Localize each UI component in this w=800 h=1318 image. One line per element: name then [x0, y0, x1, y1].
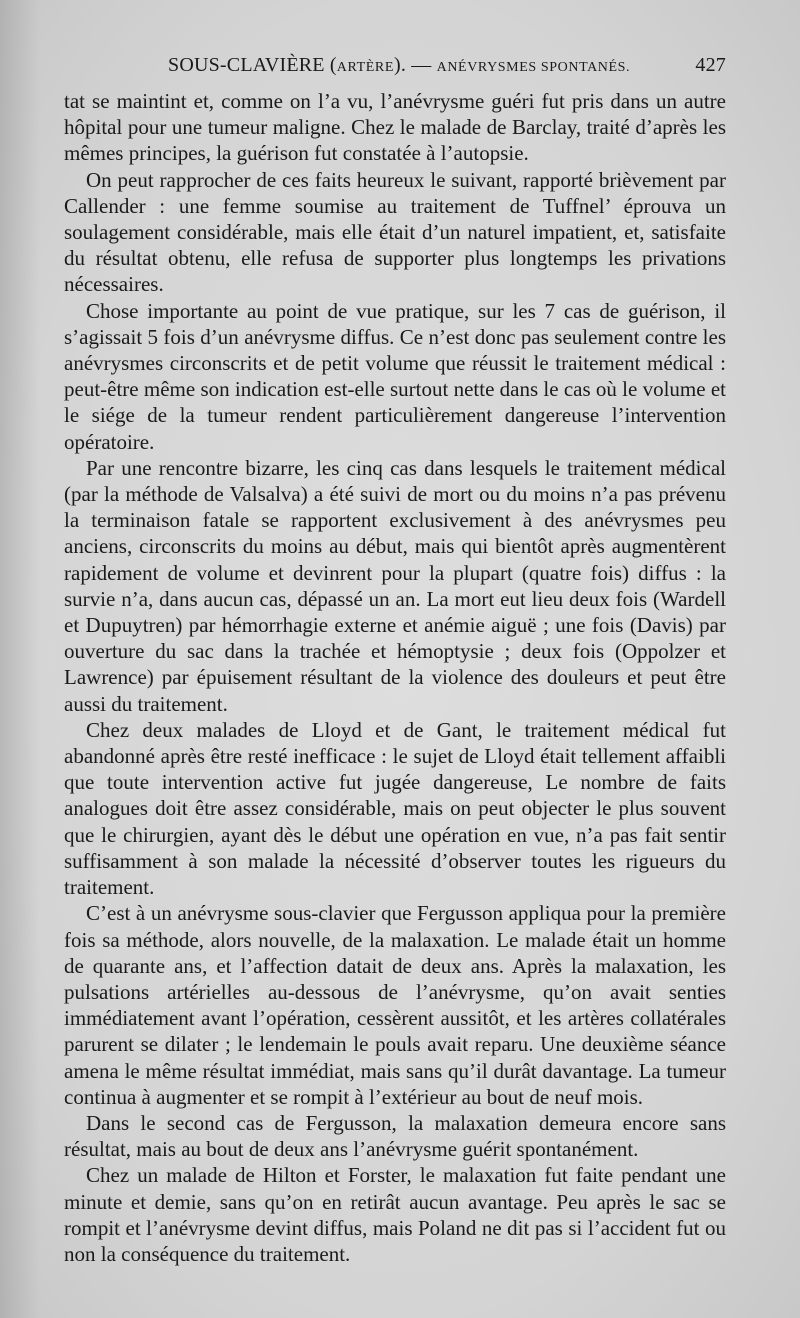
running-title-main: SOUS-CLAVIÈRE (	[168, 54, 337, 76]
running-title-close: ). —	[393, 54, 437, 76]
paragraph-2: On peut rapprocher de ces faits heureux le suivant, rapporté brièvement par Callender : une femme soumise au traitement de Tuffnel’ éprouva un soulagement considérable, mais elle était d’un naturel impatient, et, satisfaite du résultat obtenu, elle refusa de supporter plus longtemps les privations nécessaires.	[64, 167, 726, 297]
running-title-section: ANÉVRYSMES SPONTANÉS.	[436, 60, 631, 75]
paragraph-4: Par une rencontre bizarre, les cinq cas dans lesquels le traitement médical (par la méthode de Valsalva) a été suivi de mort ou du moins n’a pas prévenu la terminaison fatale se rapportent exclusivement à des anévrysmes peu anciens, circonscrits du moins au début, mais qui bientôt après augmentèrent rapidement de volume et devinrent pour la plupart (quatre fois) diffus : la survie n’a, dans aucun cas, dépassé un an. La mort eut lieu deux fois (Wardell et Dupuytren) par hémorrhagie externe et anémie aiguë ; une fois (Davis) par ouverture du sac dans la trachée et hémoptysie ; deux fois (Oppolzer et Lawrence) par épuisement résultant de la violence des douleurs et peut être aussi du traitement.	[64, 455, 726, 716]
running-head	[168, 54, 630, 77]
page-number: 427	[695, 54, 726, 76]
page-header	[64, 54, 726, 82]
paragraph-6: C’est à un anévrysme sous-clavier que Fergusson appliqua pour la première fois sa méthode, alors nouvelle, de la malaxation. Le malade était un homme de quarante ans, et l’affection datait de deux ans. Après la malaxation, les pulsations artérielles au-dessous de l’anévrysme, qu’on avait senties immédiatement avant l’opération, cessèrent aussitôt, et les artères collatérales parurent se dilater ; le lendemain le pouls avait reparu. Une deuxième séance amena le même résultat immédiat, mais sans qu’il durât davantage. La tumeur continua à augmenter et se rompit à l’extérieur au bout de neuf mois.	[64, 901, 726, 1109]
paragraph-3: Chose importante au point de vue pratique, sur les 7 cas de guérison, il s’agissait 5 fois d’un anévrysme diffus. Ce n’est donc pas seulement contre les anévrysmes circonscrits et de petit volume que réussit le traitement médical : peut-être même son indication est-elle surtout nette dans le cas où le volume et le siége de la tumeur rendent particulièrement dangereuse l’intervention opératoire.	[64, 298, 726, 454]
paragraph-7: Dans le second cas de Fergusson, la malaxation demeura encore sans résultat, mais au bout de deux ans l’anévrysme guérit spontanément.	[64, 1110, 726, 1162]
body-text	[64, 88, 726, 1267]
running-title-smallcaps: ARTÈRE	[336, 60, 394, 75]
paragraph-5: Chez deux malades de Lloyd et de Gant, le traitement médical fut abandonné après être resté inefficace : le sujet de Lloyd était tellement affaibli que toute intervention active fut jugée dangereuse, Le nombre de faits analogues doit être assez considérable, mais on peut objecter le plus souvent que le chirurgien, ayant dès le début une opération en vue, n’a pas fait sentir suffisamment à son malade la nécessité d’observer toutes les rigueurs du traitement.	[64, 717, 726, 900]
paragraph-1: tat se maintint et, comme on l’a vu, l’anévrysme guéri fut pris dans un autre hôpital pour une tumeur maligne. Chez le malade de Barclay, traité d’après les mêmes principes, la guérison fut constatée à l’autopsie.	[64, 89, 726, 166]
paragraph-8: Chez un malade de Hilton et Forster, le malaxation fut faite pendant une minute et demie, sans qu’on en retirât aucun avantage. Peu après le sac se rompit et l’anévrysme devint diffus, mais Poland ne dit pas si l’accident fut ou non la conséquence du traitement.	[64, 1163, 726, 1266]
